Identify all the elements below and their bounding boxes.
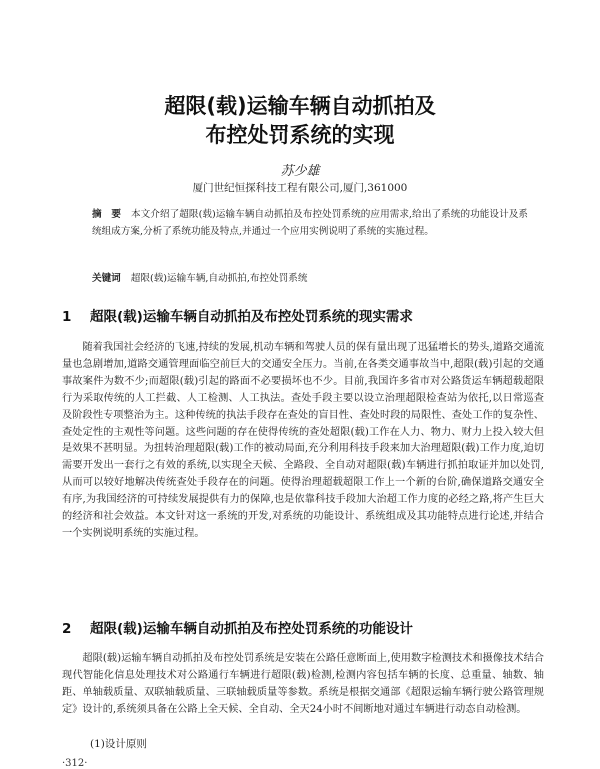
abstract-text: 本文介绍了超限(载)运输车辆自动抓拍及布控处罚系统的应用需求,给出了系统的功能设计及系统组成方案,分析了系统功能及特点,并通过一个应用实例说明了系统的实施过程。: [92, 209, 528, 237]
keywords-text: 超限(载)运输车辆,自动抓拍,布控处罚系统: [130, 273, 308, 284]
author-affiliation: 厦门世纪恒探科技工程有限公司,厦门,361000: [192, 182, 408, 194]
keywords: [92, 270, 528, 287]
keywords-label: 关键词: [92, 273, 121, 284]
section-1-heading: [62, 305, 542, 325]
page-number: ·312·: [62, 758, 88, 769]
title-line-1: 超限(载)运输车辆自动抓拍及: [164, 94, 436, 118]
subheading-design-principles: (1)设计原则: [90, 738, 147, 750]
section-2-heading: [62, 617, 542, 637]
section-2-title: 超限(载)运输车辆自动抓拍及布控处罚系统的功能设计: [90, 621, 413, 637]
author-name: 苏少雄: [280, 164, 320, 179]
title-line-2: 布控处罚系统的实现: [205, 123, 395, 147]
abstract-label: 摘 要: [92, 209, 121, 220]
paper-title: [0, 92, 600, 150]
section-2-number: 2: [62, 621, 72, 637]
section-1-title: 超限(载)运输车辆自动抓拍及布控处罚系统的现实需求: [90, 309, 413, 325]
section-2-paragraph: 超限(载)运输车辆自动抓拍及布控处罚系统是安装在公路任意断面上,使用数字检测技术和摄像技术结合现代智能化信息处理技术对公路通行车辆进行超限(载)检测,检测内容包括车辆的长度、总重量、轴数、轴距、单轴载质量、双联轴载质量、三联轴载质量等参数。系统是根据交通部《超限运输车辆行驶公路管理规定》设计的,系统须具备在公路上全天候、全自动、全天24小时不间断地对通过车辆进行动态自动检测。: [62, 653, 544, 715]
section-1-paragraph: 随着我国社会经济的飞速,持续的发展,机动车辆和驾驶人员的保有量出现了迅猛增长的势头,道路交通流量也急剧增加,道路交通管理面临空前巨大的交通安全压力。当前,在各类交通事故当中,超限(载)引起的交通事故案件为数不少;而超限(载)引起的路面不必要损坏也不少。目前,我国许多省市对公路货运车辆超载超限行为采取传统的人工拦截、人工检测、人工执法。查处手段主要以设立治理超限检查站为依托,以日常巡查及阶段性专项整治为主。这种传统的执法手段存在查处的盲目性、查处时段的局限性、查处工作的复杂性、查处定性的主观性等问题。这些问题的存在使得传统的查处超限(载)工作在人力、物力、财力上投入较大但是效果不甚明显。为扭转治理超限(载)工作的被动局面,充分利用科技手段来加大治理超限(载)工作力度,迫切需要开发出一套行之有效的系统,以实现全天候、全路段、全自动对超限(载)车辆进行抓拍取证并加以处罚,从而可以较好地解决传统查处手段存在的问题。使得治理超载超限工作上一个新的台阶,确保道路交通安全有序,为我国经济的可持续发展提供有力的保障,也是依靠科技手段加大治超工作力度的必经之路,将产生巨大的经济和社会效益。本文针对这一系统的开发,对系统的功能设计、系统组成及其功能特点进行论述,并结合一个实例说明系统的实施过程。: [62, 342, 544, 539]
section-1-number: 1: [62, 309, 72, 325]
abstract: [92, 206, 528, 240]
